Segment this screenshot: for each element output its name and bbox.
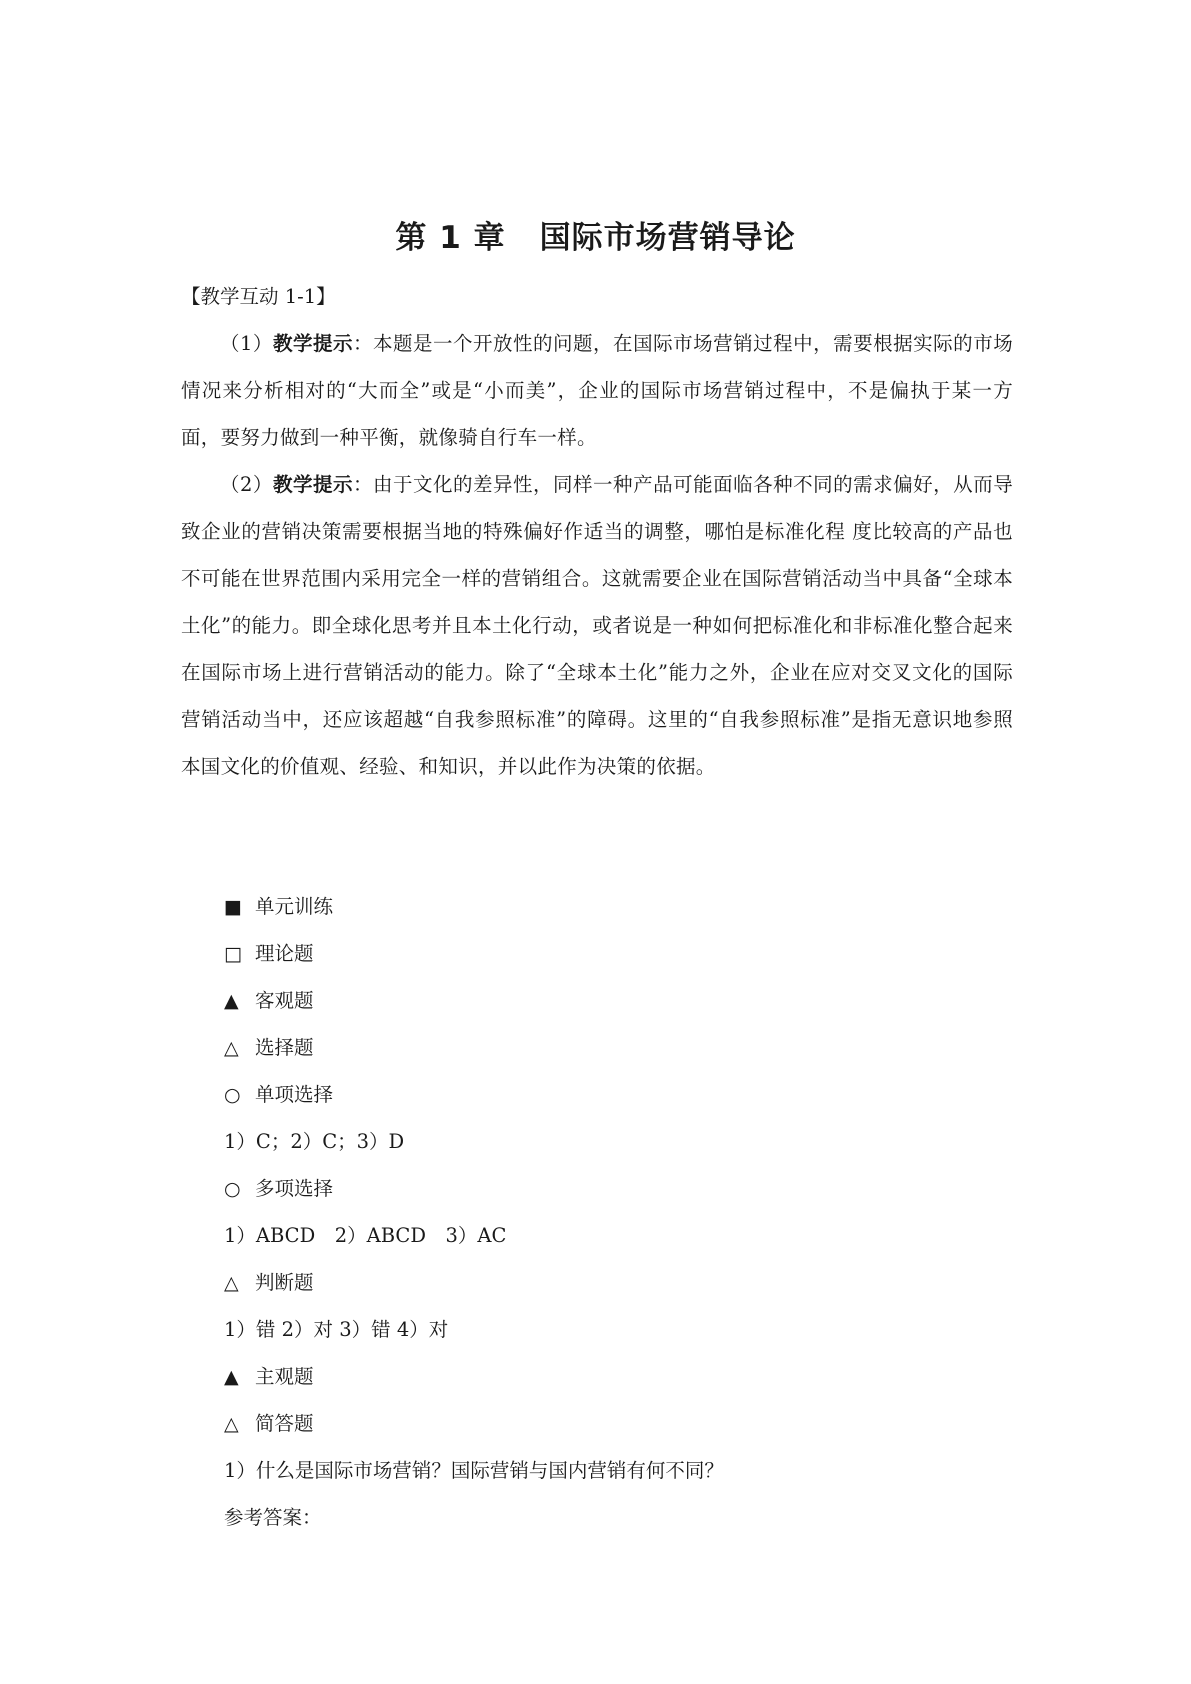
paragraph-1-prefix: （1） — [220, 332, 273, 355]
list-item-text: 主观题 — [255, 1365, 314, 1388]
answer-line — [224, 1306, 724, 1353]
list-item — [224, 1071, 724, 1118]
paragraph-2 — [181, 461, 1013, 790]
question-line — [224, 1447, 724, 1494]
paragraph-2-bold-label: 教学提示 — [272, 473, 353, 496]
question-text: 1）什么是国际市场营销？国际营销与国内营销有何不同？ — [224, 1459, 724, 1482]
exercise-list — [224, 883, 724, 1541]
answer-text: 1）C；2）C；3）D — [224, 1130, 405, 1153]
list-item — [224, 977, 724, 1024]
paragraph-1-text — [181, 320, 1013, 461]
chapter-name: 国际市场营销导论 — [539, 220, 796, 256]
answer-line — [224, 1118, 724, 1165]
chapter-number: 第 1 章 — [395, 220, 506, 256]
circle-icon: ○ — [224, 1084, 241, 1106]
empty-triangle-icon: △ — [224, 1413, 239, 1435]
empty-triangle-icon: △ — [224, 1272, 239, 1294]
filled-triangle-icon: ▲ — [224, 990, 239, 1012]
list-item-text: 多项选择 — [255, 1177, 334, 1200]
reference-answer-text: 参考答案： — [224, 1506, 322, 1529]
list-item — [224, 1259, 724, 1306]
list-item — [224, 1165, 724, 1212]
list-item-text: 单项选择 — [255, 1083, 334, 1106]
list-item-text: 理论题 — [255, 942, 314, 965]
list-item — [224, 1024, 724, 1071]
paragraph-2-prefix: （2） — [220, 473, 273, 496]
filled-triangle-icon: ▲ — [224, 1366, 239, 1388]
list-item-text: 客观题 — [255, 989, 314, 1012]
reference-answer-label — [224, 1494, 724, 1541]
list-item — [224, 1353, 724, 1400]
paragraph-2-text — [181, 461, 1013, 790]
list-item-text: 判断题 — [255, 1271, 314, 1294]
answer-line — [224, 1212, 724, 1259]
list-item — [224, 1400, 724, 1447]
list-item — [224, 883, 724, 930]
paragraph-1-bold-label: 教学提示 — [272, 332, 353, 355]
empty-square-icon: □ — [224, 943, 242, 965]
paragraph-1 — [181, 320, 1013, 461]
list-item-text: 选择题 — [255, 1036, 314, 1059]
circle-icon: ○ — [224, 1178, 241, 1200]
paragraph-2-body: ：由于文化的差异性，同样一种产品可能面临各种不同的需求偏好，从而导致企业的营销决策需要根据当地的特殊偏好作适当的调整，哪怕是标准化程 度比较高的产品也不可能在世界范围内采用完全一样的营销组合。这就需要企业在国际营销活动当中具备“全球本土化”的能力。即全球化思考并且本土化行动，或者说是一种如何把标准化和非标准化整合起来在国际市场上进行营销活动的能力。除了“全球本土化”能力之外，企业在应对交叉文化的国际营销活动当中，还应该超越“自我参照标准”的障碍。这里的“自我参照标准”是指无意识地参照本国文化的价值观、经验、和知识，并以此作为决策的依据。 — [181, 473, 1013, 778]
list-item-text: 简答题 — [255, 1412, 314, 1435]
teaching-interaction-label: 【教学互动 1-1】 — [181, 285, 336, 308]
answer-text: 1）ABCD 2）ABCD 3）AC — [224, 1224, 507, 1247]
empty-triangle-icon: △ — [224, 1037, 239, 1059]
list-item — [224, 930, 724, 977]
paragraph-1-body: ：本题是一个开放性的问题，在国际市场营销过程中，需要根据实际的市场情况来分析相对的“大而全”或是“小而美”，企业的国际市场营销过程中，不是偏执于某一方面，要努力做到一种平衡，就像骑自行车一样。 — [181, 332, 1013, 449]
chapter-title — [0, 214, 1191, 262]
list-item-text: 单元训练 — [255, 895, 334, 918]
filled-square-icon: ■ — [224, 896, 242, 918]
answer-text: 1）错 2）对 3）错 4）对 — [224, 1318, 449, 1341]
